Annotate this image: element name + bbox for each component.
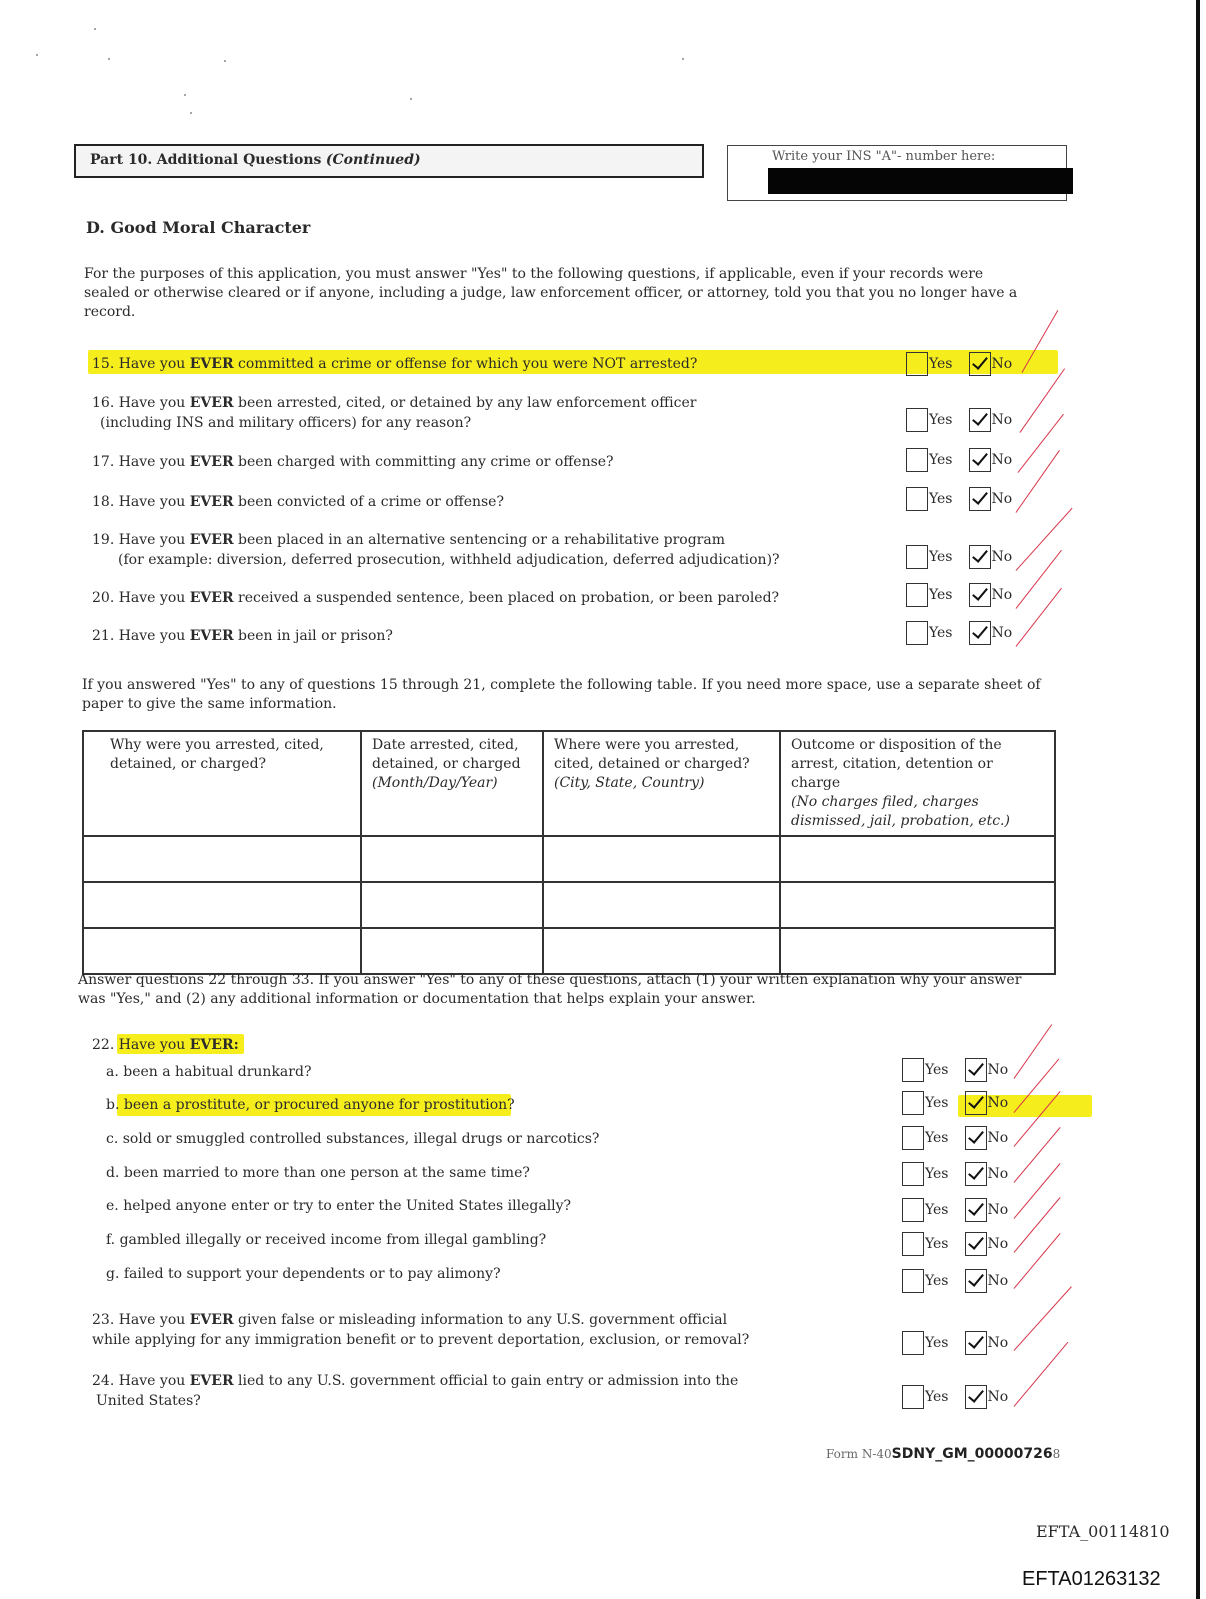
table-row (83, 882, 1055, 928)
yes-checkbox[interactable] (906, 545, 928, 569)
answer-20: Yes No (906, 583, 1012, 607)
pen-mark (1016, 450, 1061, 513)
pen-mark (1014, 1342, 1069, 1407)
pen-mark (1016, 550, 1062, 609)
answer-22c: Yes No (902, 1126, 1008, 1150)
pen-mark (1014, 1163, 1061, 1219)
yes-checkbox[interactable] (902, 1091, 924, 1115)
no-checkbox-checked[interactable] (965, 1091, 987, 1115)
yes-checkbox[interactable] (906, 352, 928, 376)
no-checkbox-checked[interactable] (969, 487, 991, 511)
question-22c: c. sold or smuggled controlled substances, illegal drugs or narcotics? (106, 1131, 600, 1147)
pen-mark (1020, 368, 1066, 433)
question-17: 17. Have you EVER been charged with committing any crime or offense? (92, 454, 614, 470)
yes-checkbox[interactable] (906, 408, 928, 432)
a-number-label: Write your INS "A"- number here: (772, 149, 996, 164)
question-22b: b. been a prostitute, or procured anyone for prostitution? (106, 1097, 515, 1113)
answer-21: Yes No (906, 621, 1012, 645)
answer-17: Yes No (906, 448, 1012, 472)
answer-15: Yes No (906, 352, 1012, 376)
question-22: 22. Have you EVER: (92, 1037, 239, 1053)
col-header-date: Date arrested, cited, detained, or charged (Month/Day/Year) (361, 731, 543, 836)
yes-checkbox[interactable] (902, 1162, 924, 1186)
yes-checkbox[interactable] (906, 583, 928, 607)
yes-checkbox[interactable] (902, 1198, 924, 1222)
efta-stamp-2: EFTA01263132 (1022, 1568, 1161, 1590)
question-22a: a. been a habitual drunkard? (106, 1064, 312, 1080)
pen-mark (1016, 508, 1073, 571)
col-header-location: Where were you arrested, cited, detained or charged? (City, State, Country) (543, 731, 780, 836)
no-checkbox-checked[interactable] (965, 1126, 987, 1150)
pen-mark (1016, 588, 1062, 647)
part-continued: (Continued) (325, 152, 421, 168)
no-checkbox-checked[interactable] (969, 621, 991, 645)
answer-18: Yes No (906, 487, 1012, 511)
yes-checkbox[interactable] (906, 487, 928, 511)
answer-intro: Answer questions 22 through 33. If you answer "Yes" to any of these questions, attach (1) your written explanation why your answer was "Yes," and (2) any additional information or documentation that helps explain your answer. (78, 972, 1022, 1007)
pen-mark (1014, 1197, 1061, 1253)
answer-19: Yes No (906, 545, 1012, 569)
pen-mark (1014, 1127, 1061, 1183)
answer-22e: Yes No (902, 1198, 1008, 1222)
part-header (74, 144, 704, 178)
question-20: 20. Have you EVER received a suspended sentence, been placed on probation, or been paroled? (92, 590, 780, 606)
no-checkbox-checked[interactable] (965, 1232, 987, 1256)
table-intro: If you answered "Yes" to any of questions 15 through 21, complete the following table. If you need more space, use a separate sheet of paper to give the same information. (82, 677, 1041, 712)
table-row (83, 928, 1055, 974)
yes-checkbox[interactable] (902, 1331, 924, 1355)
question-19: 19. Have you EVER been placed in an alternative sentencing or a rehabilitative program (for example: diversion, deferred prosecution, withheld adjudication, deferred adjudication)? (92, 532, 780, 568)
part-label: Part 10. (90, 152, 153, 168)
answer-22a: Yes No (902, 1058, 1008, 1082)
no-checkbox-checked[interactable] (969, 583, 991, 607)
no-checkbox-checked[interactable] (969, 408, 991, 432)
section-title: D. Good Moral Character (86, 218, 311, 237)
yes-checkbox[interactable] (902, 1232, 924, 1256)
question-22g: g. failed to support your dependents or to pay alimony? (106, 1266, 501, 1282)
answer-16: Yes No (906, 408, 1012, 432)
question-23: 23. Have you EVER given false or misleading information to any U.S. government official while applying for any immigration benefit or to prevent deportation, exclusion, or removal? (92, 1312, 750, 1348)
yes-checkbox[interactable] (906, 448, 928, 472)
question-18: 18. Have you EVER been convicted of a crime or offense? (92, 494, 504, 510)
answer-23: Yes No (902, 1331, 1008, 1355)
scan-edge (1196, 0, 1200, 1599)
bates-number: SDNY_GM_00000726 (891, 1446, 1053, 1462)
no-checkbox-checked[interactable] (969, 352, 991, 376)
answer-22g: Yes No (902, 1269, 1008, 1293)
answer-22b: Yes No (902, 1091, 1008, 1115)
no-checkbox-checked[interactable] (965, 1162, 987, 1186)
question-16: 16. Have you EVER been arrested, cited, or detained by any law enforcement officer (including INS and military officers) for any reason? (92, 395, 697, 431)
redaction-bar (768, 168, 1073, 194)
question-21: 21. Have you EVER been in jail or prison? (92, 628, 393, 644)
pen-mark (1014, 1024, 1053, 1079)
answer-24: Yes No (902, 1385, 1008, 1409)
no-checkbox-checked[interactable] (965, 1269, 987, 1293)
table-row (83, 836, 1055, 882)
yes-checkbox[interactable] (902, 1269, 924, 1293)
question-22d: d. been married to more than one person at the same time? (106, 1165, 530, 1181)
incident-table (82, 730, 1056, 975)
yes-checkbox[interactable] (902, 1058, 924, 1082)
question-22e: e. helped anyone enter or try to enter the United States illegally? (106, 1198, 572, 1214)
form-footer: Form N-40SDNY_GM_000007268 (826, 1446, 1061, 1462)
yes-checkbox[interactable] (906, 621, 928, 645)
answer-22f: Yes No (902, 1232, 1008, 1256)
no-checkbox-checked[interactable] (965, 1198, 987, 1222)
question-15: 15. Have you EVER committed a crime or offense for which you were NOT arrested? (92, 356, 698, 372)
question-22f: f. gambled illegally or received income from illegal gambling? (106, 1232, 547, 1248)
answer-22d: Yes No (902, 1162, 1008, 1186)
no-checkbox-checked[interactable] (965, 1331, 987, 1355)
no-checkbox-checked[interactable] (969, 448, 991, 472)
question-24: 24. Have you EVER lied to any U.S. government official to gain entry or admission into the United States? (92, 1373, 739, 1409)
no-checkbox-checked[interactable] (965, 1058, 987, 1082)
pen-mark (1014, 1286, 1072, 1351)
col-header-reason: Why were you arrested, cited, detained, or charged? (83, 731, 361, 836)
pen-mark (1014, 1233, 1061, 1289)
no-checkbox-checked[interactable] (969, 545, 991, 569)
yes-checkbox[interactable] (902, 1126, 924, 1150)
no-checkbox-checked[interactable] (965, 1385, 987, 1409)
yes-checkbox[interactable] (902, 1385, 924, 1409)
section-intro: For the purposes of this application, you must answer "Yes" to the following questions, if applicable, even if your records were sealed or otherwise cleared or if anyone, including a judge, law enforcement officer, or attorney, told you that you no longer have a record. (84, 266, 1018, 320)
part-title: Additional Questions (156, 152, 322, 168)
efta-stamp-1: EFTA_00114810 (1036, 1522, 1170, 1541)
col-header-outcome: Outcome or disposition of the arrest, citation, detention or charge (No charges filed, charges dismissed, jail, probation, etc.) (780, 731, 1055, 836)
